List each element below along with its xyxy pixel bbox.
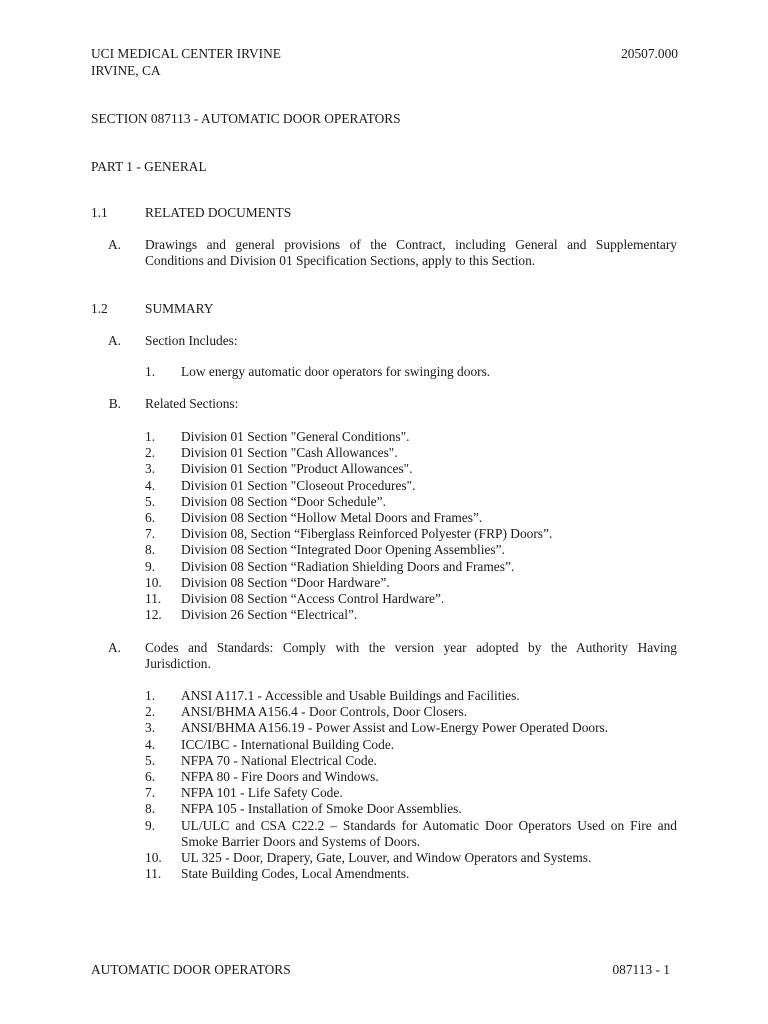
paragraph-text: Section Includes: [145, 333, 238, 348]
list-item-text: NFPA 70 - National Electrical Code. [181, 752, 377, 768]
list-item [145, 591, 677, 607]
list-item-number: 11. [145, 866, 162, 882]
paragraph-text [145, 640, 677, 672]
section-includes-list [145, 364, 677, 380]
list-item [145, 478, 677, 494]
list-item [145, 720, 677, 736]
list-item [145, 704, 677, 720]
paragraph-letter: B. [108, 396, 121, 411]
list-item-number: 9. [145, 817, 156, 833]
list-item-text: Division 01 Section "Product Allowances". [181, 461, 413, 477]
list-item-number: 12. [145, 607, 162, 623]
list-item [145, 559, 677, 575]
footer-page-number: 087113 - 1 [612, 962, 670, 977]
list-item-text: NFPA 101 - Life Safety Code. [181, 785, 343, 801]
list-item-text: ANSI/BHMA A156.4 - Door Controls, Door Closers. [181, 704, 468, 720]
list-item-number: 9. [145, 558, 156, 574]
list-item [145, 542, 677, 558]
org-name: UCI MEDICAL CENTER IRVINE [91, 46, 281, 61]
list-item-number: 10. [145, 574, 162, 590]
list-item [145, 818, 677, 850]
list-item-number: 2. [145, 445, 156, 461]
list-item-number: 6. [145, 510, 156, 526]
list-item [145, 866, 677, 882]
list-item-text: ANSI A117.1 - Accessible and Usable Buildings and Facilities. [181, 688, 520, 703]
list-item-number: 8. [145, 542, 156, 558]
list-item-text: Division 08 Section “Integrated Door Opening Assemblies”. [181, 542, 505, 558]
list-item-number: 1. [145, 688, 156, 703]
list-item-number: 1. [145, 364, 156, 379]
paragraph-text: Drawings and general provisions of the Contract, including General and Supplementary Conditions and Division 01 Specification Sections, apply to this Section. [145, 237, 677, 269]
list-item [145, 769, 677, 785]
list-item-number: 3. [145, 720, 156, 736]
list-item [145, 494, 677, 510]
list-item [145, 850, 677, 866]
list-item-number: 1. [145, 429, 156, 444]
paragraph-text: Related Sections: [145, 396, 239, 411]
list-item-text: Division 01 Section "Closeout Procedures". [181, 477, 416, 493]
codes-standards-list [145, 688, 677, 882]
list-item-text: Division 26 Section “Electrical”. [181, 607, 358, 623]
article-number: 1.1 [91, 205, 108, 220]
list-item-text: Division 01 Section "Cash Allowances". [181, 445, 398, 461]
paragraph-letter: A. [107, 237, 121, 252]
article-title: SUMMARY [145, 301, 214, 316]
list-item-text: UL 325 - Door, Drapery, Gate, Louver, and Window Operators and Systems. [181, 850, 592, 866]
list-item-number: 7. [145, 785, 156, 801]
list-item-text: Division 08 Section “Door Hardware”. [181, 574, 390, 590]
list-item [145, 461, 677, 477]
list-item [145, 429, 677, 445]
article-title: RELATED DOCUMENTS [145, 205, 292, 220]
list-item-number: 4. [145, 736, 156, 752]
list-item-text: NFPA 80 - Fire Doors and Windows. [181, 769, 379, 785]
paragraph-letter: A. [107, 640, 121, 655]
list-item-text: Division 01 Section "General Conditions". [181, 429, 410, 444]
part-title: PART 1 - GENERAL [91, 159, 207, 174]
list-item [145, 526, 677, 542]
list-item [145, 510, 677, 526]
list-item-text: NFPA 105 - Installation of Smoke Door Assemblies. [181, 801, 462, 817]
list-item-text: Division 08 Section “Radiation Shielding Doors and Frames”. [181, 558, 515, 574]
list-item-text: Division 08 Section “Hollow Metal Doors and Frames”. [181, 510, 483, 526]
list-item-text: Division 08, Section “Fiberglass Reinforced Polyester (FRP) Doors”. [181, 526, 553, 542]
list-item-text: UL/ULC and CSA C22.2 – Standards for Automatic Door Operators Used on Fire and Smoke Barrier Doors and Systems of Doors. [181, 817, 677, 849]
list-item [145, 737, 677, 753]
project-number: 20507.000 [621, 46, 678, 61]
list-item-text: Division 08 Section “Access Control Hardware”. [181, 591, 445, 607]
list-item-number: 2. [145, 704, 156, 720]
list-item-number: 5. [145, 493, 156, 509]
list-item-text: State Building Codes, Local Amendments. [181, 866, 410, 882]
list-item-number: 3. [145, 461, 156, 477]
list-item [145, 575, 677, 591]
list-item-number: 5. [145, 752, 156, 768]
footer-title: AUTOMATIC DOOR OPERATORS [91, 962, 291, 977]
list-item-number: 8. [145, 801, 156, 817]
list-item-number: 7. [145, 526, 156, 542]
list-item [145, 801, 677, 817]
list-item-text: Low energy automatic door operators for swinging doors. [181, 364, 491, 379]
list-item-number: 4. [145, 477, 156, 493]
list-item [145, 785, 677, 801]
section-title: SECTION 087113 - AUTOMATIC DOOR OPERATORS [91, 111, 401, 126]
list-item [145, 364, 677, 380]
list-item-number: 11. [145, 591, 162, 607]
article-number: 1.2 [91, 301, 108, 316]
list-item-number: 6. [145, 769, 156, 785]
related-sections-list [145, 429, 677, 623]
list-item [145, 753, 677, 769]
list-item-text: ICC/IBC - International Building Code. [181, 736, 395, 752]
list-item [145, 607, 677, 623]
paragraph-letter: A. [107, 333, 121, 348]
paragraph-text-line: Codes and Standards: Comply with the version year adopted by the Authority Having [145, 640, 677, 655]
list-item-number: 10. [145, 850, 162, 866]
list-item [145, 445, 677, 461]
paragraph-text-line: Jurisdiction. [145, 656, 211, 672]
org-location: IRVINE, CA [91, 63, 161, 78]
list-item-text: Division 08 Section “Door Schedule”. [181, 493, 386, 509]
list-item [145, 688, 677, 704]
page-header-org [91, 46, 281, 80]
list-item-text: ANSI/BHMA A156.19 - Power Assist and Low-Energy Power Operated Doors. [181, 720, 609, 736]
